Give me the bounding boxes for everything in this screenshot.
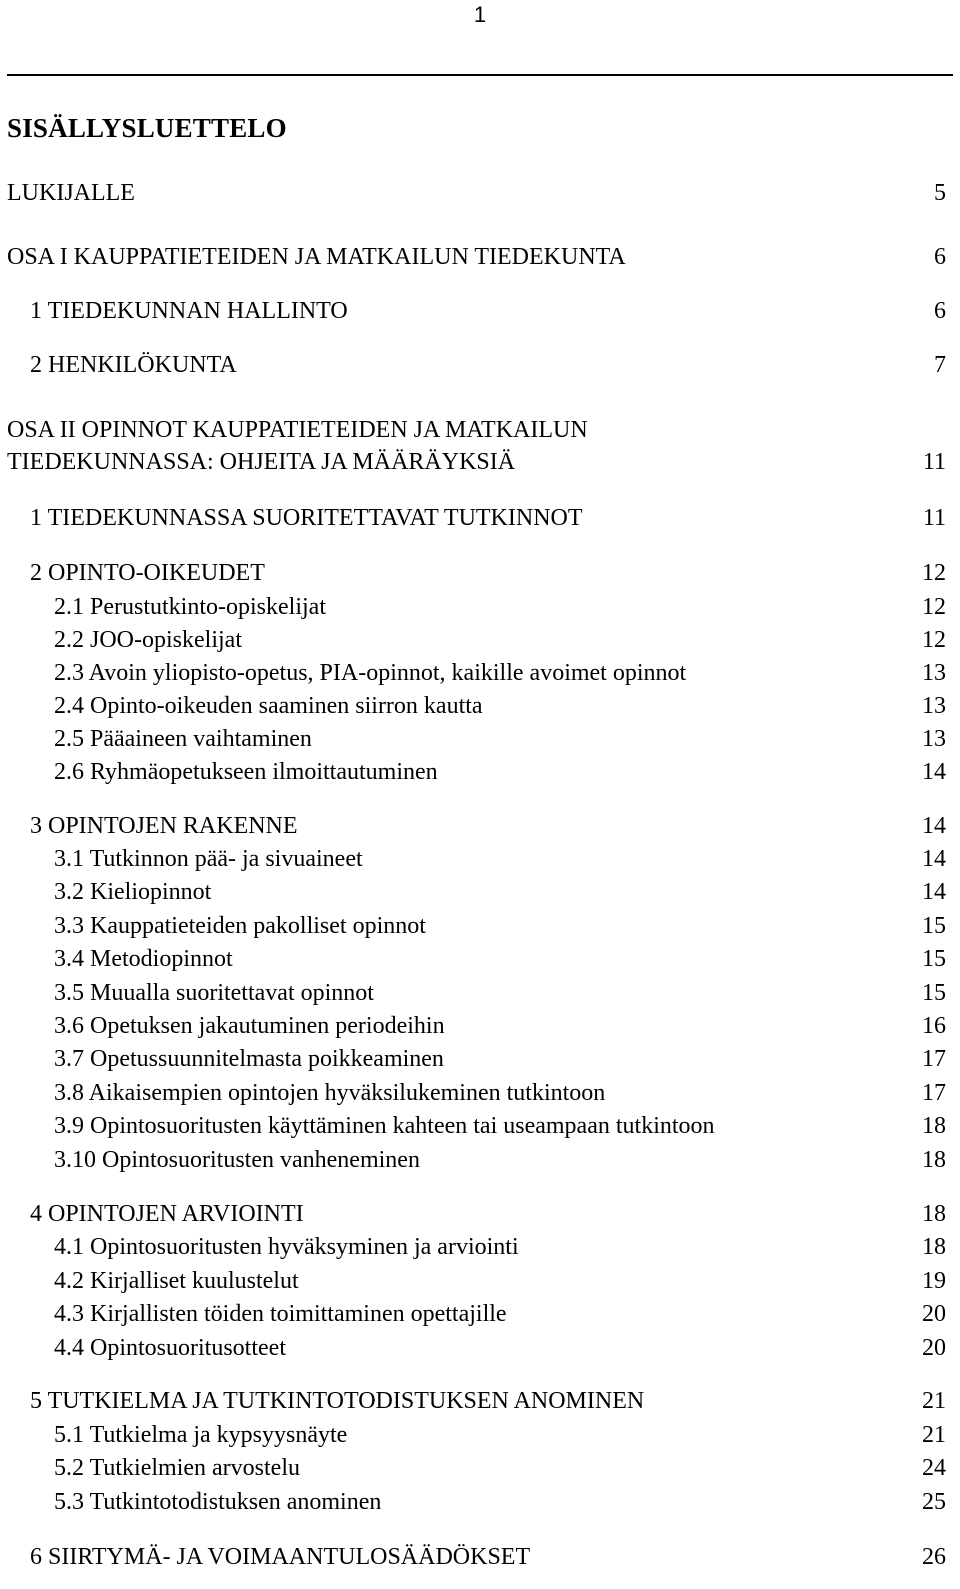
toc-entry-label: OSA I KAUPPATIETEIDEN JA MATKAILUN TIEDEKUNTA (7, 244, 626, 270)
toc-entry-page: 13 (922, 693, 946, 719)
toc-entry-label: 4.2 Kirjalliset kuulustelut (54, 1268, 299, 1294)
toc-entry-page: 11 (922, 505, 946, 531)
toc-entry-opintojen-arviointi[interactable] (0, 1198, 946, 1230)
toc-entry-label: 3.5 Muualla suoritettavat opinnot (54, 980, 374, 1006)
toc-entry-label: 5 TUTKIELMA JA TUTKINTOTODISTUKSEN ANOMINEN (30, 1388, 645, 1414)
toc-entry-page: 18 (922, 1113, 946, 1139)
toc-entry-2-4[interactable] (0, 690, 946, 722)
toc-entry-page: 13 (922, 660, 946, 686)
toc-entry-page: 19 (922, 1268, 946, 1294)
toc-entry-page: 18 (922, 1234, 946, 1260)
toc-entry-page: 11 (922, 449, 946, 475)
toc-entry-3-9[interactable] (0, 1110, 946, 1142)
toc-entry-page: 14 (922, 879, 946, 905)
page-number: 1 (473, 2, 487, 27)
toc-entry-3-6[interactable] (0, 1010, 946, 1042)
toc-entry-label: 3.10 Opintosuoritusten vanheneminen (54, 1147, 420, 1173)
toc-entry-4-4[interactable] (0, 1332, 946, 1364)
toc-entry-4-2[interactable] (0, 1265, 946, 1297)
toc-entry-3-1[interactable] (0, 843, 946, 875)
toc-entry-3-2[interactable] (0, 876, 946, 908)
toc-entry-3-5[interactable] (0, 977, 946, 1009)
toc-entry-label: 6 SIIRTYMÄ- JA VOIMAANTULOSÄÄDÖKSET (30, 1544, 531, 1570)
toc-entry-page: 6 (934, 244, 946, 270)
toc-entry-3-4[interactable] (0, 943, 946, 975)
toc-entry-label: 2 OPINTO-OIKEUDET (30, 560, 265, 586)
toc-entry-page: 5 (934, 180, 946, 206)
toc-entry-label: 2.2 JOO-opiskelijat (54, 627, 242, 653)
toc-entry-4-1[interactable] (0, 1231, 946, 1263)
toc-entry-henkilokunta[interactable] (0, 349, 946, 381)
toc-entry-page: 14 (922, 759, 946, 785)
toc-entry-label: 3.8 Aikaisempien opintojen hyväksilukeminen tutkintoon (54, 1080, 606, 1106)
toc-entry-2-6[interactable] (0, 756, 946, 788)
toc-entry-3-7[interactable] (0, 1043, 946, 1075)
toc-entry-label: 5.1 Tutkielma ja kypsyysnäyte (54, 1422, 348, 1448)
toc-entry-label: 1 TIEDEKUNNAN HALLINTO (30, 298, 348, 324)
header-divider (7, 74, 953, 76)
toc-entry-3-3[interactable] (0, 910, 946, 942)
toc-entry-label-line2: TIEDEKUNNASSA: OHJEITA JA MÄÄRÄYKSIÄ (7, 449, 516, 475)
toc-entry-page: 15 (922, 946, 946, 972)
toc-entry-2-1[interactable] (0, 591, 946, 623)
toc-entry-page: 20 (922, 1301, 946, 1327)
toc-entry-label: 3.4 Metodiopinnot (54, 946, 233, 972)
toc-entry-page: 16 (922, 1013, 946, 1039)
toc-entry-page: 6 (934, 298, 946, 324)
toc-entry-page: 24 (922, 1455, 946, 1481)
toc-entry-label: 2 HENKILÖKUNTA (30, 352, 237, 378)
toc-entry-siirtyma[interactable] (0, 1541, 946, 1573)
toc-entry-page: 12 (922, 627, 946, 653)
toc-entry-label: 2.6 Ryhmäopetukseen ilmoittautuminen (54, 759, 438, 785)
toc-entry-osa-ii[interactable] (7, 414, 946, 478)
toc-entry-page: 7 (934, 352, 946, 378)
toc-entry-page: 14 (922, 813, 946, 839)
toc-entry-5-1[interactable] (0, 1419, 946, 1451)
toc-entry-label: 1 TIEDEKUNNASSA SUORITETTAVAT TUTKINNOT (30, 505, 583, 531)
toc-entry-label-line1: OSA II OPINNOT KAUPPATIETEIDEN JA MATKAILUN (7, 417, 588, 443)
toc-entry-page: 20 (922, 1335, 946, 1361)
toc-entry-page: 12 (922, 594, 946, 620)
toc-entry-2-5[interactable] (0, 723, 946, 755)
toc-entry-label: LUKIJALLE (7, 180, 135, 206)
toc-entry-page: 13 (922, 726, 946, 752)
toc-entry-tiedekunnan-hallinto[interactable] (0, 295, 946, 327)
toc-entry-label: 2.5 Pääaineen vaihtaminen (54, 726, 312, 752)
toc-entry-5-2[interactable] (0, 1452, 946, 1484)
toc-entry-page: 15 (922, 913, 946, 939)
toc-entry-label: 3.9 Opintosuoritusten käyttäminen kahteen tai useampaan tutkintoon (54, 1113, 715, 1139)
toc-entry-opintojen-rakenne[interactable] (0, 810, 946, 842)
toc-entry-page: 18 (922, 1147, 946, 1173)
toc-entry-label: 4 OPINTOJEN ARVIOINTI (30, 1201, 304, 1227)
toc-entry-tutkinnot[interactable] (0, 502, 946, 534)
toc-entry-page: 18 (922, 1201, 946, 1227)
toc-entry-page: 14 (922, 846, 946, 872)
toc-entry-label: 3 OPINTOJEN RAKENNE (30, 813, 298, 839)
toc-entry-lukijalle[interactable] (0, 177, 946, 209)
toc-entry-page: 21 (922, 1388, 946, 1414)
toc-entry-label: 4.3 Kirjallisten töiden toimittaminen opettajille (54, 1301, 507, 1327)
toc-entry-label: 2.3 Avoin yliopisto-opetus, PIA-opinnot, kaikille avoimet opinnot (54, 660, 687, 686)
toc-entry-label: 2.1 Perustutkinto-opiskelijat (54, 594, 326, 620)
toc-entry-2-2[interactable] (0, 624, 946, 656)
toc-entry-label: 2.4 Opinto-oikeuden saaminen siirron kautta (54, 693, 483, 719)
toc-entry-label: 5.3 Tutkintotodistuksen anominen (54, 1489, 382, 1515)
toc-entry-osa-i[interactable] (0, 241, 946, 273)
toc-entry-label: 3.2 Kieliopinnot (54, 879, 212, 905)
toc-title: SISÄLLYSLUETTELO (7, 113, 287, 143)
toc-entry-label: 4.1 Opintosuoritusten hyväksyminen ja arviointi (54, 1234, 519, 1260)
toc-entry-label: 3.3 Kauppatieteiden pakolliset opinnot (54, 913, 426, 939)
toc-entry-4-3[interactable] (0, 1298, 946, 1330)
toc-entry-tutkielma[interactable] (0, 1385, 946, 1417)
toc-entry-page: 17 (922, 1046, 946, 1072)
toc-entry-3-8[interactable] (0, 1077, 946, 1109)
toc-entry-page: 12 (922, 560, 946, 586)
toc-entry-page: 21 (922, 1422, 946, 1448)
toc-entry-label: 3.6 Opetuksen jakautuminen periodeihin (54, 1013, 445, 1039)
toc-entry-2-3[interactable] (0, 657, 946, 689)
toc-entry-page: 15 (922, 980, 946, 1006)
toc-entry-3-10[interactable] (0, 1144, 946, 1176)
toc-entry-page: 26 (922, 1544, 946, 1570)
toc-entry-opinto-oikeudet[interactable] (0, 557, 946, 589)
toc-entry-page: 17 (922, 1080, 946, 1106)
toc-entry-label: 5.2 Tutkielmien arvostelu (54, 1455, 300, 1481)
toc-entry-label: 3.1 Tutkinnon pää- ja sivuaineet (54, 846, 363, 872)
toc-entry-label: 3.7 Opetussuunnitelmasta poikkeaminen (54, 1046, 444, 1072)
toc-entry-label: 4.4 Opintosuoritusotteet (54, 1335, 286, 1361)
toc-entry-5-3[interactable] (0, 1486, 946, 1518)
toc-entry-page: 25 (922, 1489, 946, 1515)
